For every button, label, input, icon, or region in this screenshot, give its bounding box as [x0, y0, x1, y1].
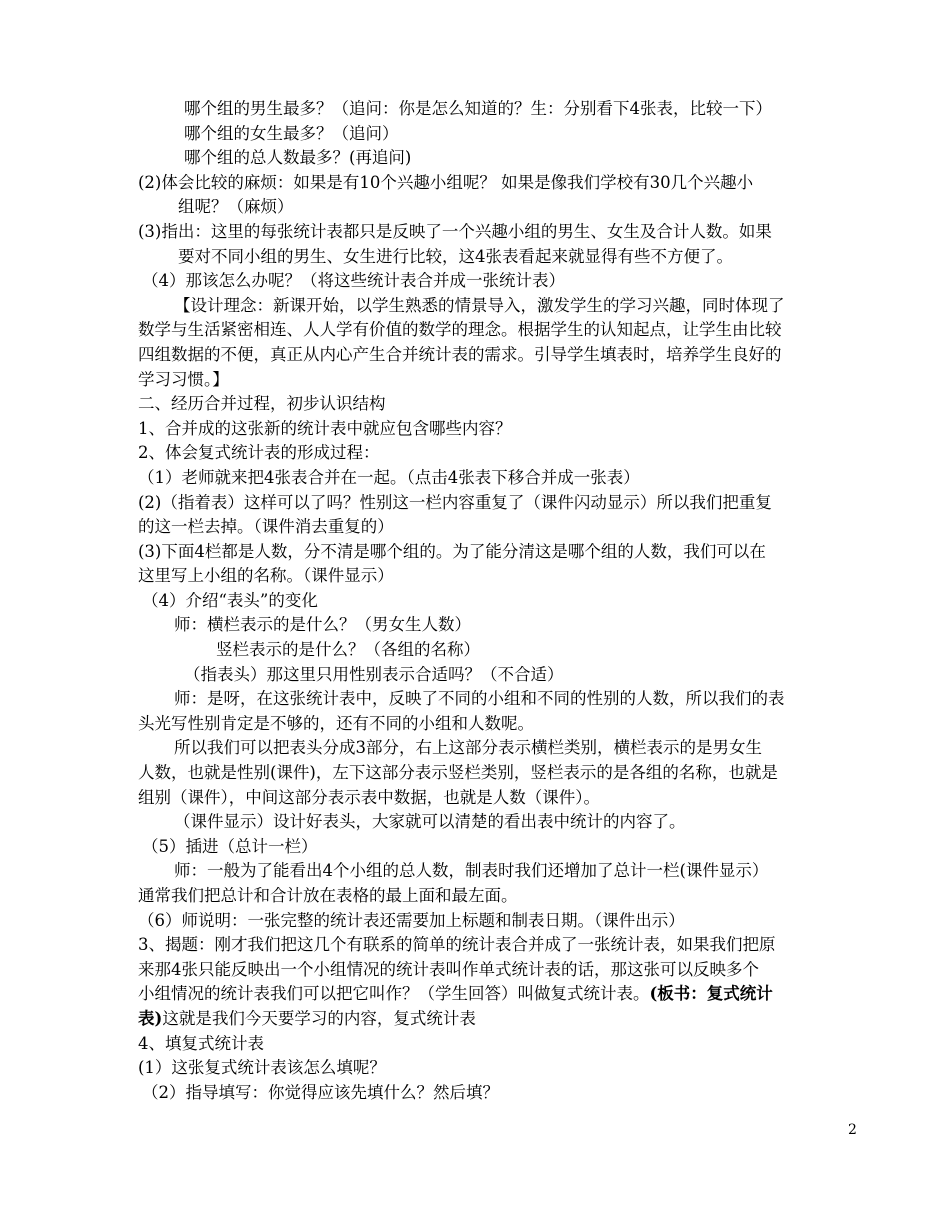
- design-note-line: 【设计理念：新课开始，以学生熟悉的情景导入，激发学生的学习兴趣，同时体现了: [174, 295, 785, 315]
- paragraph-line: （6）师说明：一张完整的统计表还需要加上标题和制表日期。（课件出示）: [138, 910, 685, 930]
- paragraph-line: 头光写性别肯定是不够的，还有不同的小组和人数呢。: [138, 713, 534, 733]
- board-note: 表): [138, 1008, 163, 1028]
- paragraph-line: （课件显示）设计好表头，大家就可以清楚的看出表中统计的内容了。: [174, 812, 686, 832]
- paragraph-line: (2)（指着表）这样可以了吗？性别这一栏内容重复了（课件闪动显示）所以我们把重复: [138, 492, 772, 512]
- design-note-line: 学习习惯。】: [138, 369, 229, 389]
- paragraph-text: 这就是我们今天要学习的内容，复式统计表: [162, 1008, 476, 1028]
- paragraph-line: （5）插进（总计一栏）: [142, 836, 318, 856]
- paragraph-line: 3、揭题：刚才我们把这几个有联系的简单的统计表合并成了一张统计表，如果我们把原: [138, 935, 776, 955]
- paragraph-line: 组呢？（麻烦）: [178, 197, 294, 217]
- paragraph-line: （2）指导填写：你觉得应该先填什么？然后填？: [142, 1082, 499, 1102]
- section-heading: 二、经历合并过程，初步认识结构: [138, 394, 386, 414]
- paragraph-line: (2)体会比较的麻烦：如果是有10个兴趣小组呢？ 如果是像我们学校有30几个兴趣小: [138, 172, 754, 192]
- paragraph-line: 师：横栏表示的是什么？（男女生人数）: [174, 615, 471, 635]
- paragraph-line: 通常我们把总计和合计放在表格的最上面和最左面。: [138, 886, 518, 905]
- paragraph-line: (3)下面4栏都是人数，分不清是哪个组的。为了能分清这是哪个组的人数，我们可以在: [138, 541, 766, 561]
- board-note: (板书：复式统计: [649, 984, 773, 1004]
- paragraph-line: 人数，也就是性别(课件)，左下这部分表示竖栏类别，竖栏表示的是各组的名称，也就是: [138, 763, 778, 783]
- design-note-line: 四组数据的不便，真正从内心产生合并统计表的需求。引导学生填表时，培养学生良好的: [138, 344, 782, 364]
- paragraph-line: 组别（课件），中间这部分表示表中数据，也就是人数（课件）。: [138, 787, 600, 807]
- paragraph-line: 师：一般为了能看出4个小组的总人数，制表时我们还增加了总计一栏(课件显示）: [174, 861, 769, 881]
- page-number: 2: [848, 1122, 857, 1138]
- paragraph-line: 这里写上小组的名称。（课件显示）: [138, 566, 394, 586]
- paragraph-line: （1）老师就来把4张表合并在一起。（点击4张表下移合并成一张表）: [138, 467, 640, 487]
- paragraph-line: 的这一栏去掉。（课件消去重复的）: [138, 517, 394, 537]
- paragraph-line: 哪个组的总人数最多？(再追问): [184, 148, 412, 168]
- paragraph-line: 竖栏表示的是什么？（各组的名称）: [216, 640, 480, 660]
- paragraph-line: 哪个组的女生最多？（追问）: [184, 123, 399, 143]
- paragraph-line: (1）这张复式统计表该怎么填呢？: [138, 1058, 386, 1078]
- paragraph-line: （指表头）那这里只用性别表示合适吗？（不合适）: [184, 664, 564, 684]
- paragraph-line: 要对不同小组的男生、女生进行比较，这4张表看起来就显得有些不方便了。: [178, 246, 733, 266]
- paragraph-line: （4）介绍“表头”的变化: [142, 590, 318, 610]
- paragraph-line: (3)指出：这里的每张统计表都只是反映了一个兴趣小组的男生、女生及合计人数。如果: [138, 221, 772, 241]
- paragraph-line: 师：是呀，在这张统计表中，反映了不同的小组和不同的性别的人数，所以我们的表: [174, 689, 785, 709]
- paragraph-line: 所以我们可以把表头分成3部分，右上这部分表示横栏类别，横栏表示的是男女生: [174, 738, 762, 758]
- paragraph-line: 4、填复式统计表: [138, 1033, 264, 1053]
- paragraph-line: 来那4张只能反映出一个小组情况的统计表叫作单式统计表的话，那这张可以反映多个: [138, 959, 759, 979]
- paragraph-line: 哪个组的男生最多？（追问：你是怎么知道的？生：分别看下4张表，比较一下）: [184, 99, 772, 118]
- paragraph-line: 1、合并成的这张新的统计表中就应包含哪些内容？: [138, 418, 512, 438]
- paragraph-line: [138, 982, 866, 1007]
- body-text: [138, 97, 866, 1105]
- paragraph-line: [138, 1007, 866, 1032]
- paragraph-line: 2、体会复式统计表的形成过程：: [138, 443, 380, 463]
- design-note-line: 数学与生活紧密相连、人人学有价值的数学的理念。根据学生的认知起点，让学生由比较: [138, 320, 782, 340]
- paragraph-line: （4）那该怎么办呢？（将这些统计表合并成一张统计表）: [142, 271, 565, 291]
- paragraph-text: 小组情况的统计表我们可以把它叫作？（学生回答）叫做复式统计表。: [138, 984, 650, 1004]
